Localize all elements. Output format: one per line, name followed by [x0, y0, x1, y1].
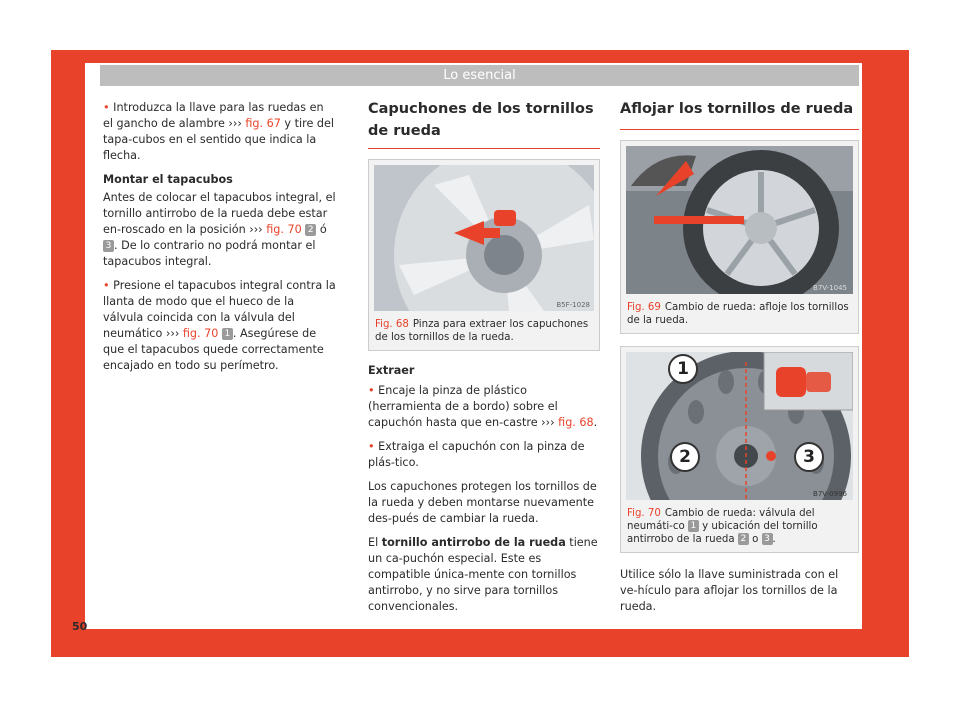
- steel-wheel-illustration: [626, 352, 853, 500]
- figure-69-image: [626, 146, 853, 294]
- callout-2: 2: [670, 442, 700, 472]
- callout-number-1: 1: [222, 328, 233, 340]
- figure-code: B7V-0996: [813, 490, 847, 498]
- page-number: 50: [72, 620, 88, 633]
- callout-number-3: 3: [103, 240, 114, 252]
- figure-70-caption: Fig. 70 Cambio de rueda: válvula del neumáti-co 1 y ubicación del tornillo antirrobo de la rueda 2 o 3 .: [627, 508, 818, 545]
- callout-number-2: 2: [305, 224, 316, 236]
- paragraph-antirrobo: El tornillo antirrobo de la rueda tiene un ca-puchón especial. Este es compatible única-mente con tornillos antirrobo, y no sirve para tornillos convencionales.: [368, 536, 598, 613]
- section-title-aflojar: Aflojar los tornillos de rueda: [620, 98, 859, 130]
- fig-68-link[interactable]: fig. 68: [558, 416, 594, 429]
- figure-code: B5F-1028: [556, 301, 590, 309]
- bullet-icon: •: [368, 384, 375, 397]
- paragraph-montar: Antes de colocar el tapacubos integral, el tornillo antirrobo de la rueda debe estar en-roscado en la posición ››› fig. 70 2 ó 3 . De lo contrario no podrá montar el tapacubos integral.: [103, 191, 336, 268]
- instruction-bullet-2: • Presione el tapacubos integral contra la llanta de modo que el hueco de la válvula coincida con la válvula del neumático ››› fig. 70 1 . Asegúrese de que el tapacubos quede correctamente encajado en todo su perímetro.: [103, 279, 336, 372]
- extraer-bullet-2: • Extraiga el capuchón con la pinza de plás-tico.: [368, 440, 585, 469]
- extraer-bullet-1: • Encaje la pinza de plástico (herramienta de a bordo) sobre el capuchón hasta que en-castre ››› fig. 68.: [368, 384, 598, 429]
- subheading-montar: Montar el tapacubos: [103, 173, 233, 186]
- figure-70: [620, 346, 859, 553]
- column-right: [620, 98, 859, 623]
- bullet-icon: •: [368, 440, 375, 453]
- fig-67-link[interactable]: fig. 67: [245, 117, 281, 130]
- section-title-capuchones: Capuchones de los tornillos de rueda: [368, 98, 600, 149]
- fig-70-link[interactable]: fig. 70: [266, 223, 302, 236]
- fig-70-link[interactable]: fig. 70: [182, 327, 219, 340]
- callout-3: 3: [794, 442, 824, 472]
- figure-70-image: [626, 352, 853, 500]
- bullet-icon: •: [103, 279, 110, 292]
- figure-68: [368, 159, 600, 351]
- subheading-extraer: Extraer: [368, 364, 415, 377]
- callout-1: 1: [668, 354, 698, 384]
- figure-69-caption: Fig. 69 Cambio de rueda: afloje los tornillos de la rueda.: [627, 302, 849, 326]
- paragraph-aflojar: Utilice sólo la llave suministrada con el ve-hículo para aflojar los tornillos de la rueda.: [620, 568, 839, 613]
- column-middle: [368, 98, 600, 623]
- alloy-wheel-illustration: [374, 165, 594, 311]
- figure-code: B7V-1045: [813, 284, 847, 292]
- paragraph-capuchones: Los capuchones protegen los tornillos de la rueda y deben montarse nuevamente des-pués de cambiar la rueda.: [368, 480, 597, 525]
- figure-68-image: [374, 165, 594, 311]
- figure-69: [620, 140, 859, 334]
- section-header: Lo esencial: [100, 65, 859, 86]
- instruction-bullet-1: • Introduzca la llave para las ruedas en el gancho de alambre ››› fig. 67 y tire del tapa-cubos en el sentido que indica la flecha.: [103, 101, 334, 162]
- column-left: [103, 100, 337, 382]
- wheel-nut-illustration: [626, 146, 853, 294]
- bullet-icon: •: [103, 101, 110, 114]
- figure-68-caption: Fig. 68 Pinza para extraer los capuchones de los tornillos de la rueda.: [375, 319, 589, 343]
